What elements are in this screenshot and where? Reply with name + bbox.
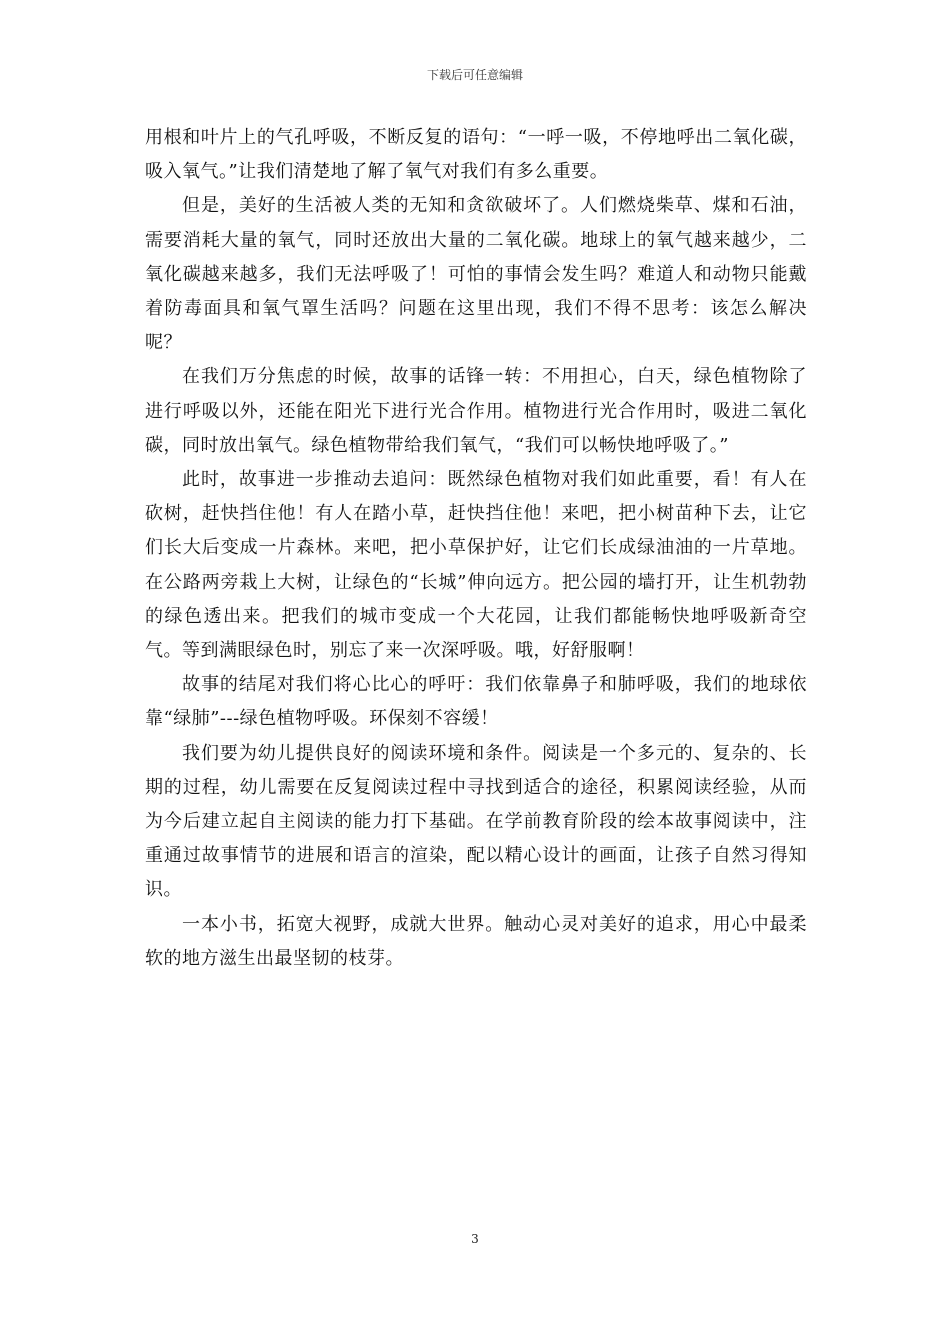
paragraph: 一本小书，拓宽大视野，成就大世界。触动心灵对美好的追求，用心中最柔软的地方滋生出最坚韧的枝芽。 (145, 913, 807, 969)
paragraph: 但是，美好的生活被人类的无知和贪欲破坏了。人们燃烧柴草、煤和石油，需要消耗大量的氧气，同时还放出大量的二氧化碳。地球上的氧气越来越少，二氧化碳越来越多，我们无法呼吸了！可怕的事情会发生吗？难道人和动物只能戴着防毒面具和氧气罩生活吗？问题在这里出现，我们不得不思考：该怎么解决呢？ (145, 195, 807, 354)
paragraph: 我们要为幼儿提供良好的阅读环境和条件。阅读是一个多元的、复杂的、长期的过程，幼儿需要在反复阅读过程中寻找到适合的途径，积累阅读经验，从而为今后建立起自主阅读的能力打下基础。在学前教育阶段的绘本故事阅读中，注重通过故事情节的进展和语言的渲染，配以精心设计的画面，让孩子自然习得知识。 (145, 742, 807, 901)
paragraph: 故事的结尾对我们将心比心的呼吁：我们依靠鼻子和肺呼吸，我们的地球依靠“绿肺”---绿色植物呼吸。环保刻不容缓！ (145, 674, 807, 730)
page-header-note: 下载后可任意编辑 (426, 68, 523, 82)
paragraph: 此时，故事进一步推动去追问：既然绿色植物对我们如此重要，看！有人在砍树，赶快挡住他！有人在踏小草，赶快挡住他！来吧，把小树苗种下去，让它们长大后变成一片森林。来吧，把小草保护好，让它们长成绿油油的一片草地。在公路两旁栽上大树，让绿色的“长城”伸向远方。把公园的墙打开，让生机勃勃的绿色透出来。把我们的城市变成一个大花园，让我们都能畅快地呼吸新奇空气。等到满眼绿色时，别忘了来一次深呼吸。哦，好舒服啊！ (145, 469, 807, 662)
paragraph-continued: 用根和叶片上的气孔呼吸，不断反复的语句：“一呼一吸，不停地呼出二氧化碳，吸入氧气。”让我们清楚地了解了氧气对我们有多么重要。 (145, 127, 807, 183)
document-body (145, 121, 807, 976)
page-number: 3 (471, 1232, 479, 1246)
paragraph: 在我们万分焦虑的时候，故事的话锋一转：不用担心，白天，绿色植物除了进行呼吸以外，还能在阳光下进行光合作用。植物进行光合作用时，吸进二氧化碳，同时放出氧气。绿色植物带给我们氧气，“我们可以畅快地呼吸了。” (145, 366, 807, 456)
